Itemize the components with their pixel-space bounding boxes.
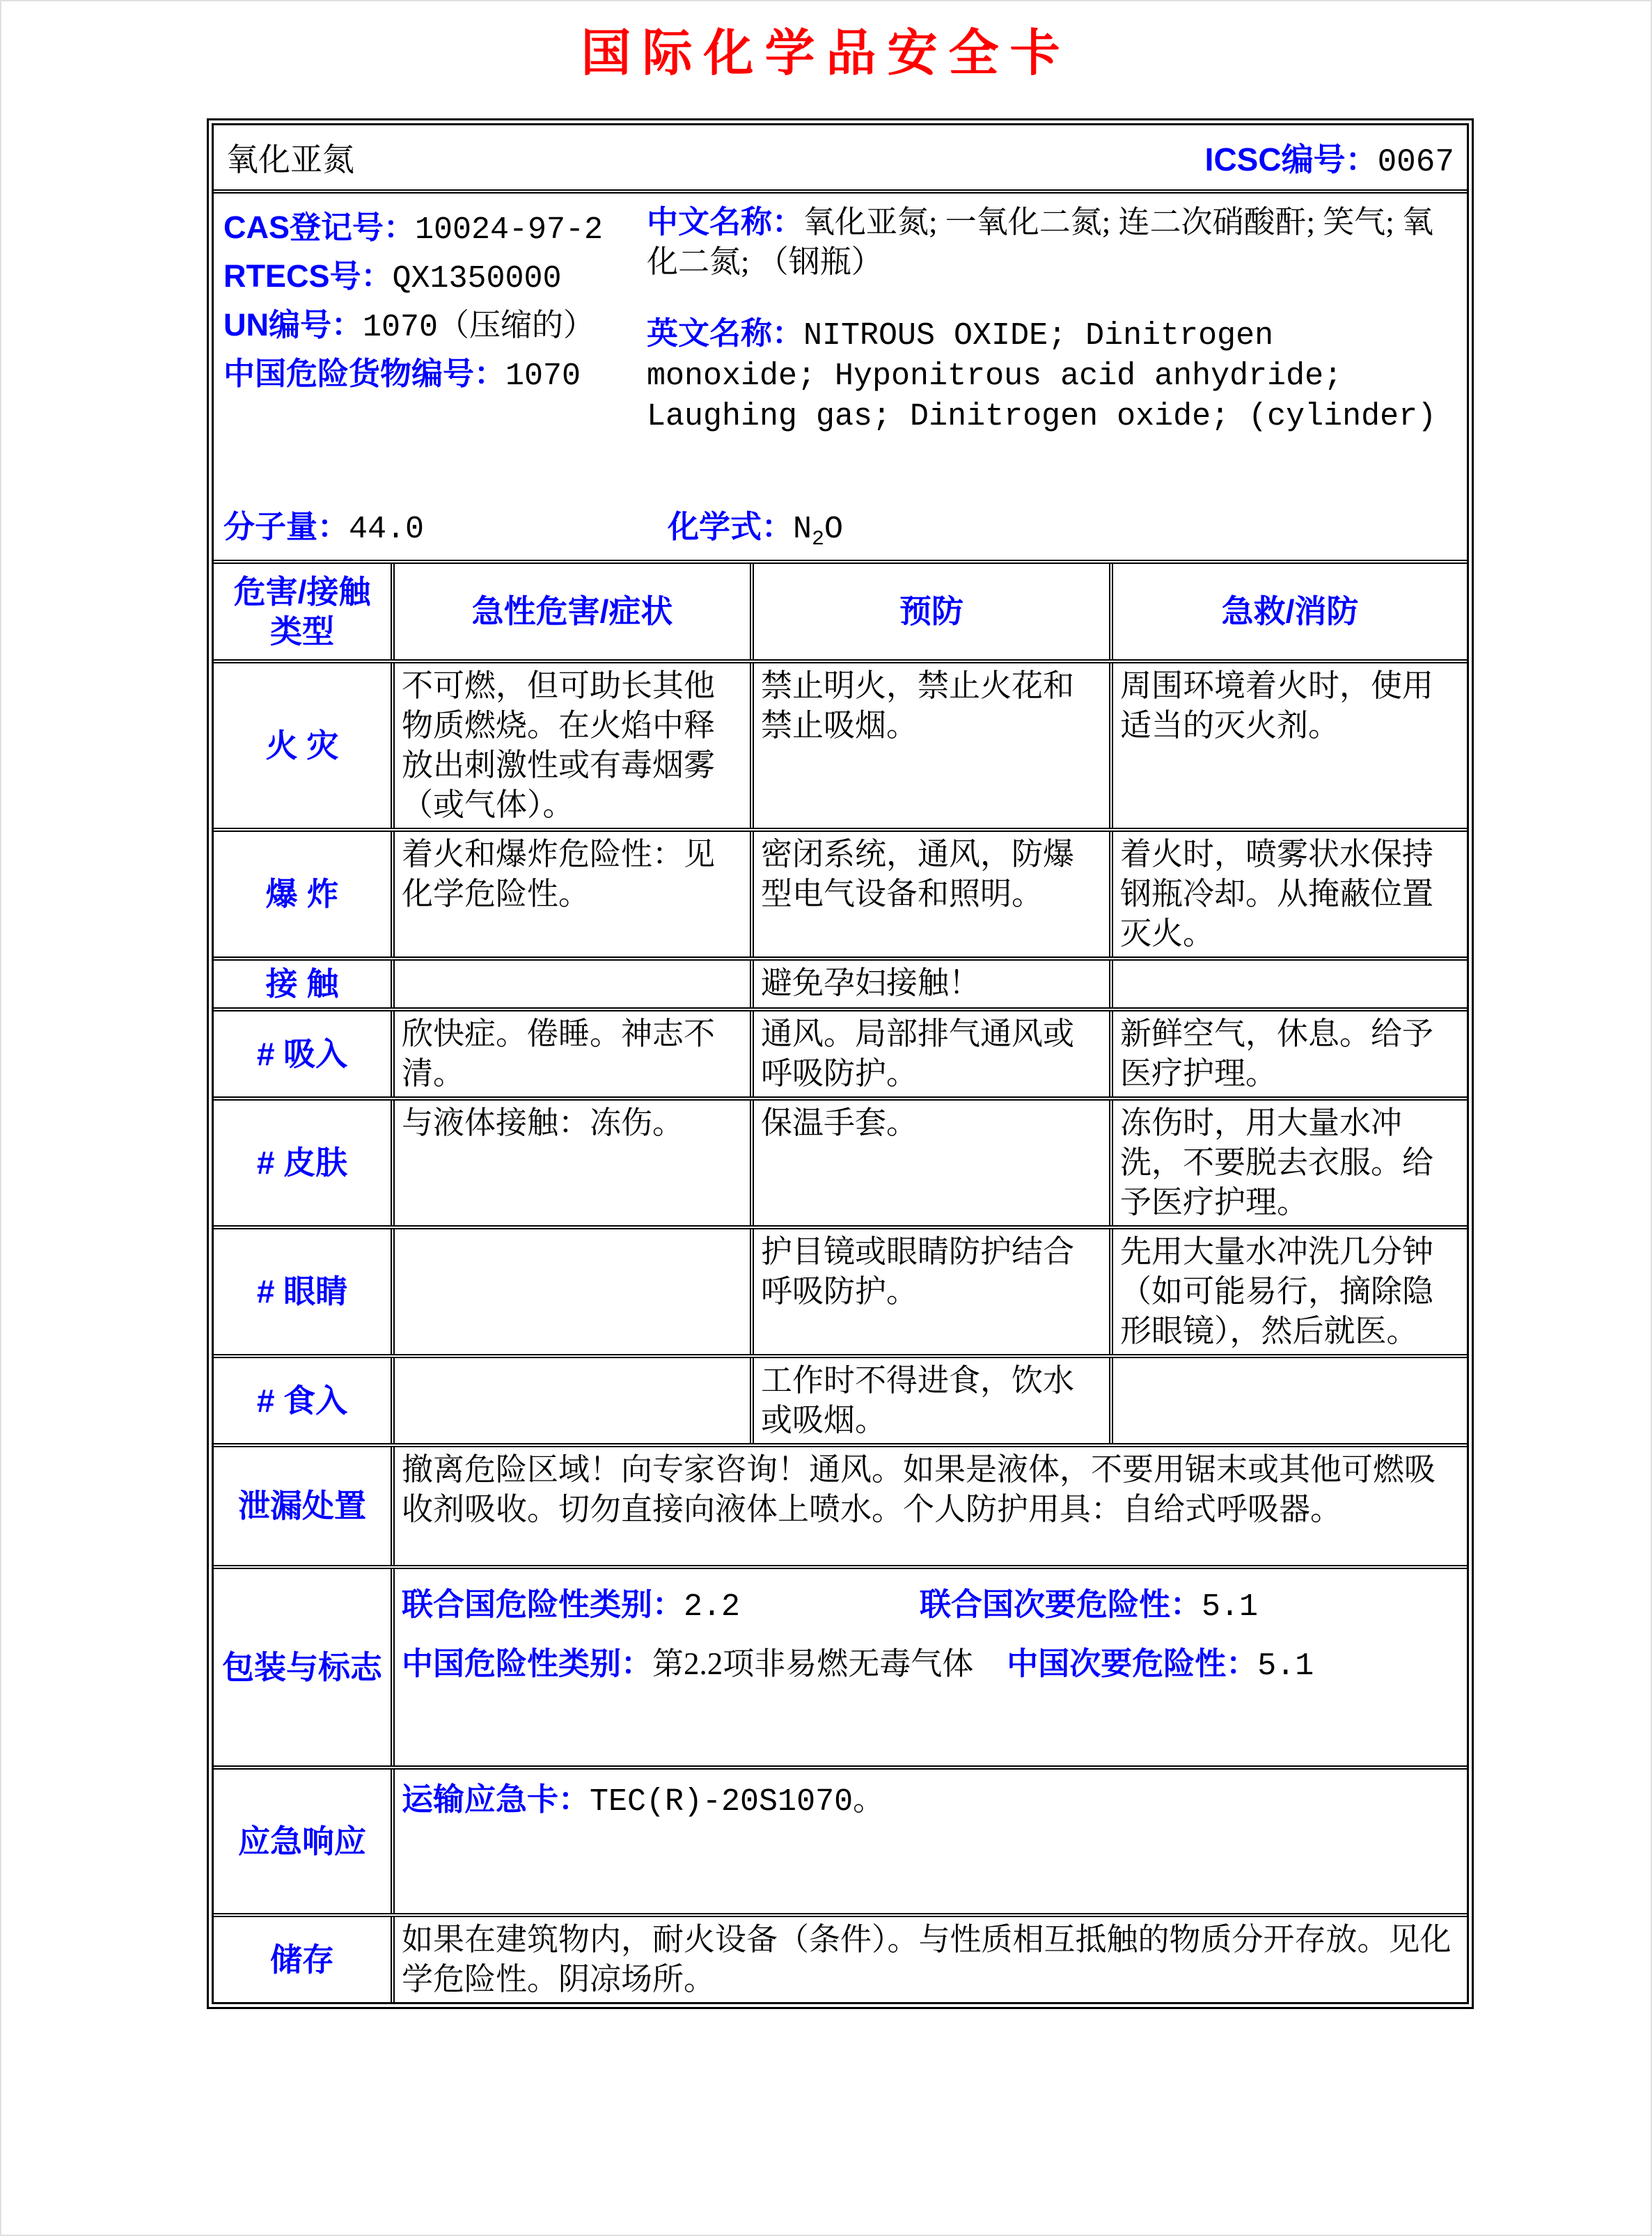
hazard-row-explosion xyxy=(214,828,1467,956)
header-hazard-type xyxy=(214,564,391,659)
cas-label: CAS登记号： xyxy=(223,210,416,245)
un-value: 1070（压缩的） xyxy=(363,310,595,345)
hazard-type-label: # 食入 xyxy=(256,1382,348,1419)
cell-prevention: 护目镜或眼睛防护结合呼吸防护。 xyxy=(750,1229,1109,1354)
un-class-value: 2.2 xyxy=(684,1589,741,1625)
chemical-formula-value xyxy=(793,512,844,551)
cn-class-value: 第2.2项非易燃无毒气体 xyxy=(652,1646,974,1681)
table-header-row xyxy=(214,564,1467,659)
formula-n: N xyxy=(793,512,812,547)
spill-text: 撤离危险区域！向专家咨询！通风。如果是液体，不要用锯末或其他可燃吸收剂吸收。切勿直接向液体上喷水。个人防护用具：自给式呼吸器。 xyxy=(391,1447,1467,1565)
cell-response: 先用大量水冲洗几分钟（如可能易行，摘除隐形眼镜），然后就医。 xyxy=(1109,1229,1467,1354)
cell-symptom: 着火和爆炸危险性：见化学危险性。 xyxy=(391,832,750,956)
cell-prevention: 密闭系统，通风，防爆型电气设备和照明。 xyxy=(750,832,1109,956)
emergency-content xyxy=(391,1770,1467,1913)
emergency-label-cell xyxy=(214,1770,391,1913)
cell-hazard-type xyxy=(214,1229,391,1354)
transport-card-line xyxy=(402,1779,1460,1822)
page-title: 国际化学品安全卡 xyxy=(581,23,1071,82)
identifier-line-cn-dg xyxy=(223,351,603,400)
header-symptoms xyxy=(391,564,750,659)
cell-hazard-type xyxy=(214,663,391,828)
molecular-weight-value: 44.0 xyxy=(349,512,425,547)
cell-symptom: 不可燃，但可助长其他物质燃烧。在火焰中释放出刺激性或有毒烟雾（或气体）。 xyxy=(391,663,750,828)
hazard-row-ingestion xyxy=(214,1354,1467,1443)
identifier-line-un xyxy=(223,302,603,351)
cell-hazard-type xyxy=(214,961,391,1007)
un-subsidiary-label: 联合国次要危险性： xyxy=(920,1587,1202,1622)
packaging-row xyxy=(214,1565,1467,1765)
chemical-formula-label: 化学式： xyxy=(668,509,794,544)
name-row xyxy=(214,125,1467,189)
header-first-aid xyxy=(1109,564,1467,659)
cell-prevention: 通风。局部排气通风或呼吸防护。 xyxy=(750,1011,1109,1096)
hazard-table xyxy=(214,560,1467,2002)
cas-value: 10024-97-2 xyxy=(415,212,604,248)
names-block xyxy=(647,202,1454,436)
molecular-weight-label: 分子量： xyxy=(223,509,349,544)
hazard-type-label: 爆 炸 xyxy=(265,876,339,912)
molecular-weight-line xyxy=(223,501,424,547)
storage-label: 储存 xyxy=(270,1941,334,1978)
chemical-name: 氧化亚氮 xyxy=(226,142,354,178)
packaging-label-cell xyxy=(214,1569,391,1765)
cn-class-label: 中国危险性类别： xyxy=(402,1646,653,1681)
hazard-row-exposure xyxy=(214,956,1467,1007)
hazard-row-inhalation xyxy=(214,1007,1467,1096)
header-hazard-type-line1: 危害/接触 xyxy=(233,573,371,610)
un-subsidiary-value: 5.1 xyxy=(1202,1589,1259,1625)
storage-label-cell xyxy=(214,1917,391,2002)
chinese-name-label: 中文名称： xyxy=(647,204,804,239)
cell-symptom xyxy=(391,961,750,1007)
storage-row xyxy=(214,1913,1467,2002)
emergency-row xyxy=(214,1765,1467,1913)
english-name-line xyxy=(647,314,1454,436)
cell-prevention: 保温手套。 xyxy=(750,1101,1109,1225)
header-prevention xyxy=(750,564,1109,659)
chinese-name-line xyxy=(647,202,1454,282)
cn-subsidiary-value: 5.1 xyxy=(1257,1648,1314,1684)
chinese-name-value: 氧化亚氮; 一氧化二氮; 连二次硝酸酐; 笑气; 氧化二氮; （钢瓶） xyxy=(647,205,1434,279)
spill-label-cell xyxy=(214,1447,391,1565)
spill-row xyxy=(214,1443,1467,1565)
hazard-row-fire xyxy=(214,659,1467,828)
cn-subsidiary-label: 中国次要危险性： xyxy=(1007,1646,1258,1681)
english-name-value: NITROUS OXIDE; Dinitrogen monoxide; Hyponitrous acid anhydride; Laughing gas; Dinitrogen oxide; (cylinder) xyxy=(647,318,1437,434)
transport-card-value: TEC(R)-20S1070。 xyxy=(590,1784,885,1820)
hazard-type-label: 火 灾 xyxy=(265,727,339,764)
hazard-row-eyes xyxy=(214,1225,1467,1354)
chemical-formula-line xyxy=(668,501,843,551)
cell-symptom: 欣快症。倦睡。神志不清。 xyxy=(391,1011,750,1096)
cell-prevention: 避免孕妇接触！ xyxy=(750,961,1109,1007)
emergency-label: 应急响应 xyxy=(238,1822,366,1859)
identifier-list xyxy=(223,205,603,400)
packaging-content xyxy=(391,1569,1467,1765)
icsc-number-label: ICSC编号： xyxy=(1204,141,1378,178)
cell-symptom: 与液体接触：冻伤。 xyxy=(391,1101,750,1225)
cell-hazard-type xyxy=(214,1011,391,1096)
formula-subscript: 2 xyxy=(812,528,825,551)
packaging-label: 包装与标志 xyxy=(222,1648,382,1685)
cell-prevention: 禁止明火，禁止火花和禁止吸烟。 xyxy=(750,663,1109,828)
icsc-number-value: 0067 xyxy=(1377,144,1454,180)
formula-o: O xyxy=(824,512,844,547)
cell-response: 新鲜空气，休息。给予医疗护理。 xyxy=(1109,1011,1467,1096)
cell-response: 冻伤时，用大量水冲洗，不要脱去衣服。给予医疗护理。 xyxy=(1109,1101,1467,1225)
cell-response: 周围环境着火时，使用适当的灭火剂。 xyxy=(1109,663,1467,828)
cell-symptom xyxy=(391,1358,750,1443)
identifier-line-rtecs xyxy=(223,253,603,302)
cell-hazard-type xyxy=(214,1101,391,1225)
header-symptoms-label: 急性危害/症状 xyxy=(471,593,673,629)
spill-label: 泄漏处置 xyxy=(238,1488,366,1524)
safety-card xyxy=(207,118,1474,2009)
english-name-label: 英文名称： xyxy=(647,315,804,351)
icsc-number xyxy=(1205,134,1454,180)
storage-text: 如果在建筑物内，耐火设备（条件）。与性质相互抵触的物质分开存放。见化学危险性。阴凉场所。 xyxy=(391,1917,1467,2002)
identifier-line-cas xyxy=(223,205,603,253)
cell-symptom xyxy=(391,1229,750,1354)
header-hazard-type-line2: 类型 xyxy=(270,613,334,649)
transport-card-label: 运输应急卡： xyxy=(402,1781,590,1817)
cell-response xyxy=(1109,961,1467,1007)
cn-dg-label: 中国危险货物编号： xyxy=(223,356,506,391)
un-hazard-line xyxy=(402,1584,1460,1627)
identifier-section xyxy=(214,189,1467,560)
cell-hazard-type xyxy=(214,832,391,956)
un-class-label: 联合国危险性类别： xyxy=(402,1587,684,1622)
hazard-type-label: 接 触 xyxy=(265,966,339,1002)
cell-hazard-type xyxy=(214,1358,391,1443)
hazard-type-label: # 眼睛 xyxy=(256,1273,348,1309)
hazard-type-label: # 皮肤 xyxy=(256,1144,348,1181)
cell-response: 着火时，喷雾状水保持钢瓶冷却。从掩蔽位置灭火。 xyxy=(1109,832,1467,956)
rtecs-label: RTECS号： xyxy=(223,258,393,294)
cn-dg-value: 1070 xyxy=(505,359,581,394)
cell-response xyxy=(1109,1358,1467,1443)
hazard-row-skin xyxy=(214,1096,1467,1225)
hazard-type-label: # 吸入 xyxy=(256,1035,348,1072)
header-prevention-label: 预防 xyxy=(899,593,963,629)
cn-hazard-line xyxy=(402,1644,1460,1686)
cell-prevention: 工作时不得进食，饮水或吸烟。 xyxy=(750,1358,1109,1443)
header-first-aid-label: 急救/消防 xyxy=(1221,593,1359,629)
un-label: UN编号： xyxy=(223,307,363,343)
rtecs-value: QX1350000 xyxy=(392,261,562,297)
